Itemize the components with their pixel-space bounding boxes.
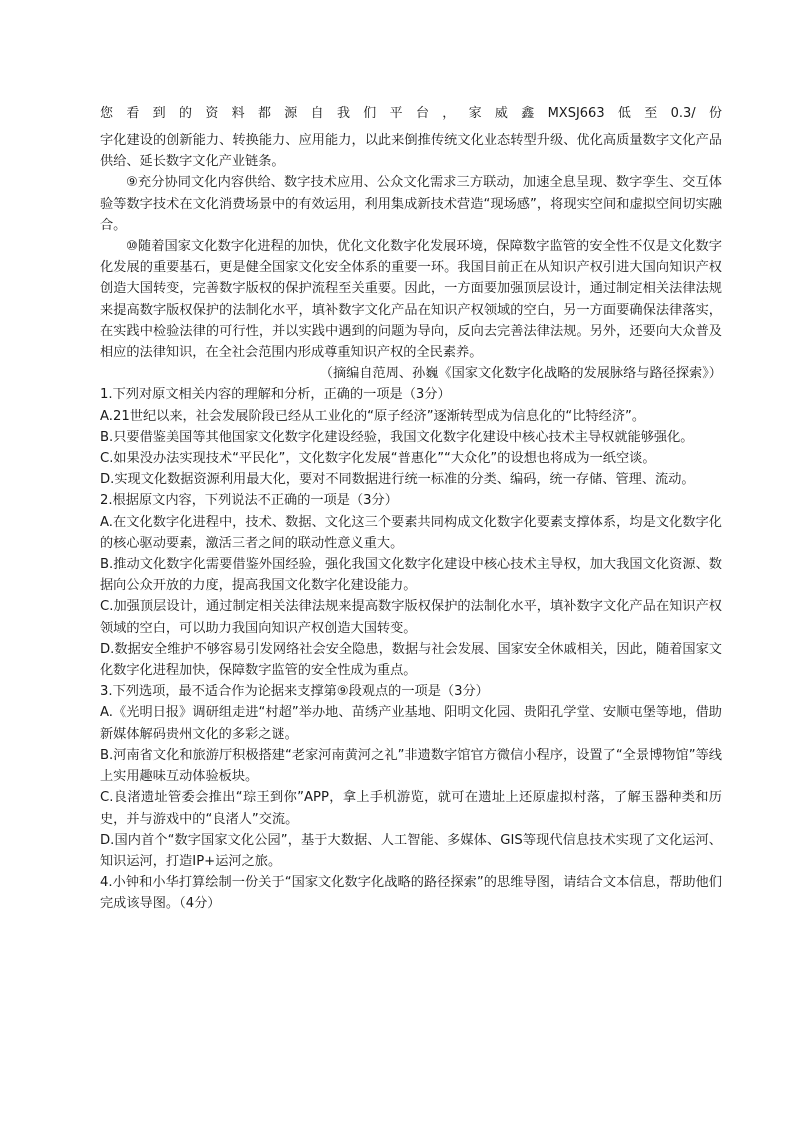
option-b: B.推动文化数字化需要借鉴外国经验，强化我国文化数字化建设中核心技术主导权，加大我国文化资源、数据向公众开放的力度，提高我国文化数字化建设能力。 xyxy=(100,557,722,594)
header-char: 鑫 xyxy=(521,106,535,121)
question-stem: 2.根据原文内容，下列说法不正确的一项是（3分） xyxy=(100,493,398,509)
option-a: A.21世纪以来，社会发展阶段已经从工业化的“原子经济”逐渐转型成为信息化的“比特经济”。 xyxy=(100,408,646,424)
header-char: 源 xyxy=(284,106,298,121)
paragraph-9: ⑨充分协同文化内容供给、数字技术应用、公众文化需求三方联动，加速全息呈现、数字孪生、交互体验等数字技术在文化消费场景中的有效运用，利用集成新技术营造“现场感”，将现实空间和虚拟空间切实融合。 xyxy=(100,175,722,233)
header-code: MXSJ663 xyxy=(547,106,605,121)
header-price: 0.3/ xyxy=(670,106,696,121)
header-char: 平 xyxy=(389,106,403,121)
header-char: ， xyxy=(442,106,456,121)
question-3 xyxy=(100,681,722,872)
question-1 xyxy=(100,384,722,490)
paragraph-10: ⑩随着国家文化数字化进程的加快，优化文化数字化发展环境，保障数字监管的安全性不仅是文化数字化发展的重要基石，更是健全国家文化安全体系的重要一环。我国目前正在从知识产权引进大国向知识产权创造大国转变，完善数字版权的保护流程至关重要。因此，一方面要加强顶层设计，通过制定相关法律法规来提高数字版权保护的法制化水平，填补数字文化产品在知识产权领域的空白，另一方面要确保法律落实，在实践中检验法律的可行性，并以实践中遇到的问题为导向，反向去完善法律法规。另外，还要向大众普及相应的法律知识，在全社会范围内形成尊重知识产权的全民素养。 xyxy=(100,239,722,361)
question-stem: 3.下列选项，最不适合作为论据来支撑第⑨段观点的一项是（3分） xyxy=(100,684,489,700)
header-char: 们 xyxy=(363,106,377,121)
header-char: 资 xyxy=(205,106,219,121)
watermark-header xyxy=(100,104,722,124)
paragraph-continued: 字化建设的创新能力、转换能力、应用能力，以此来倒推传统文化业态转型升级、优化高质量数字文化产品供给、延长数字文化产业链条。 xyxy=(100,133,722,170)
header-char: 都 xyxy=(257,106,271,121)
option-d: D.数据安全维护不够容易引发网络社会安全隐患，数据与社会发展、国家安全休戚相关，因此，随着国家文化数字化进程加快，保障数字监管的安全性成为重点。 xyxy=(100,641,722,679)
option-d: D.国内首个“数字国家文化公园”，基于大数据、人工智能、多媒体、GIS等现代信息技术实现了文化运河、知识运河，打造IP+运河之旅。 xyxy=(100,832,722,869)
question-stem: 1.下列对原文相关内容的理解和分析，正确的一项是（3分） xyxy=(100,387,451,403)
header-char: 低 xyxy=(617,106,631,121)
option-a: A.《光明日报》调研组走进“村超”举办地、苗绣产业基地、阳明文化园、贵阳孔学堂、安顺屯堡等地，借助新媒体解码贵州文化的多彩之谜。 xyxy=(100,705,722,742)
header-char: 您 xyxy=(100,106,114,121)
header-char: 份 xyxy=(708,106,722,121)
header-char: 至 xyxy=(644,106,658,121)
header-char: 看 xyxy=(126,106,140,121)
option-d: D.实现文化数据资源利用最大化，要对不同数据进行统一标准的分类、编码，统一存储、管理、流动。 xyxy=(100,472,695,488)
question-2 xyxy=(100,490,722,681)
option-b: B.只要借鉴美国等其他国家文化数字化建设经验，我国文化数字化建设中核心技术主导权就能够强化。 xyxy=(100,429,694,445)
question-4 xyxy=(100,872,722,914)
option-b: B.河南省文化和旅游厅积极搭建“老家河南黄河之礼”非遗数字馆官方微信小程序，设置了“全景博物馆”等线上实用趣味互动体验板块。 xyxy=(100,747,722,785)
header-char: 的 xyxy=(178,106,192,121)
document-page xyxy=(100,104,722,915)
source-citation: （摘编自范周、孙巍《国家文化数字化战略的发展脉络与路径探索》） xyxy=(319,366,722,382)
header-char: 我 xyxy=(336,106,350,121)
question-stem: 4.小钟和小华打算绘制一份关于“国家文化数字化战略的路径探索”的思维导图，请结合文本信息，帮助他们完成该导图。（4分） xyxy=(100,875,722,912)
option-c: C.加强顶层设计，通过制定相关法律法规来提高数字版权保护的法制化水平，填补数字文化产品在知识产权领域的空白，可以助力我国向知识产权创造大国转变。 xyxy=(100,599,722,636)
option-c: C.如果没办法实现技术“平民化”，文化数字化发展“普惠化”“大众化”的设想也将成为一纸空谈。 xyxy=(100,451,656,467)
header-char: 台 xyxy=(415,106,429,121)
header-char: 料 xyxy=(231,106,245,121)
option-c: C.良渚遗址管委会推出“琮王到你”APP，拿上手机游览，就可在遗址上还原虚拟村落，了解玉器种类和历史，并与游戏中的“良渚人”交流。 xyxy=(100,790,722,827)
option-a: A.在文化数字化进程中，技术、数据、文化这三个要素共同构成文化数字化要素支撑体系，均是文化数字化的核心驱动要素，激活三者之间的联动性意义重大。 xyxy=(100,514,722,551)
header-char: 到 xyxy=(152,106,166,121)
header-char: 威 xyxy=(494,106,508,121)
header-char: 自 xyxy=(310,106,324,121)
header-char: 家 xyxy=(468,106,482,121)
